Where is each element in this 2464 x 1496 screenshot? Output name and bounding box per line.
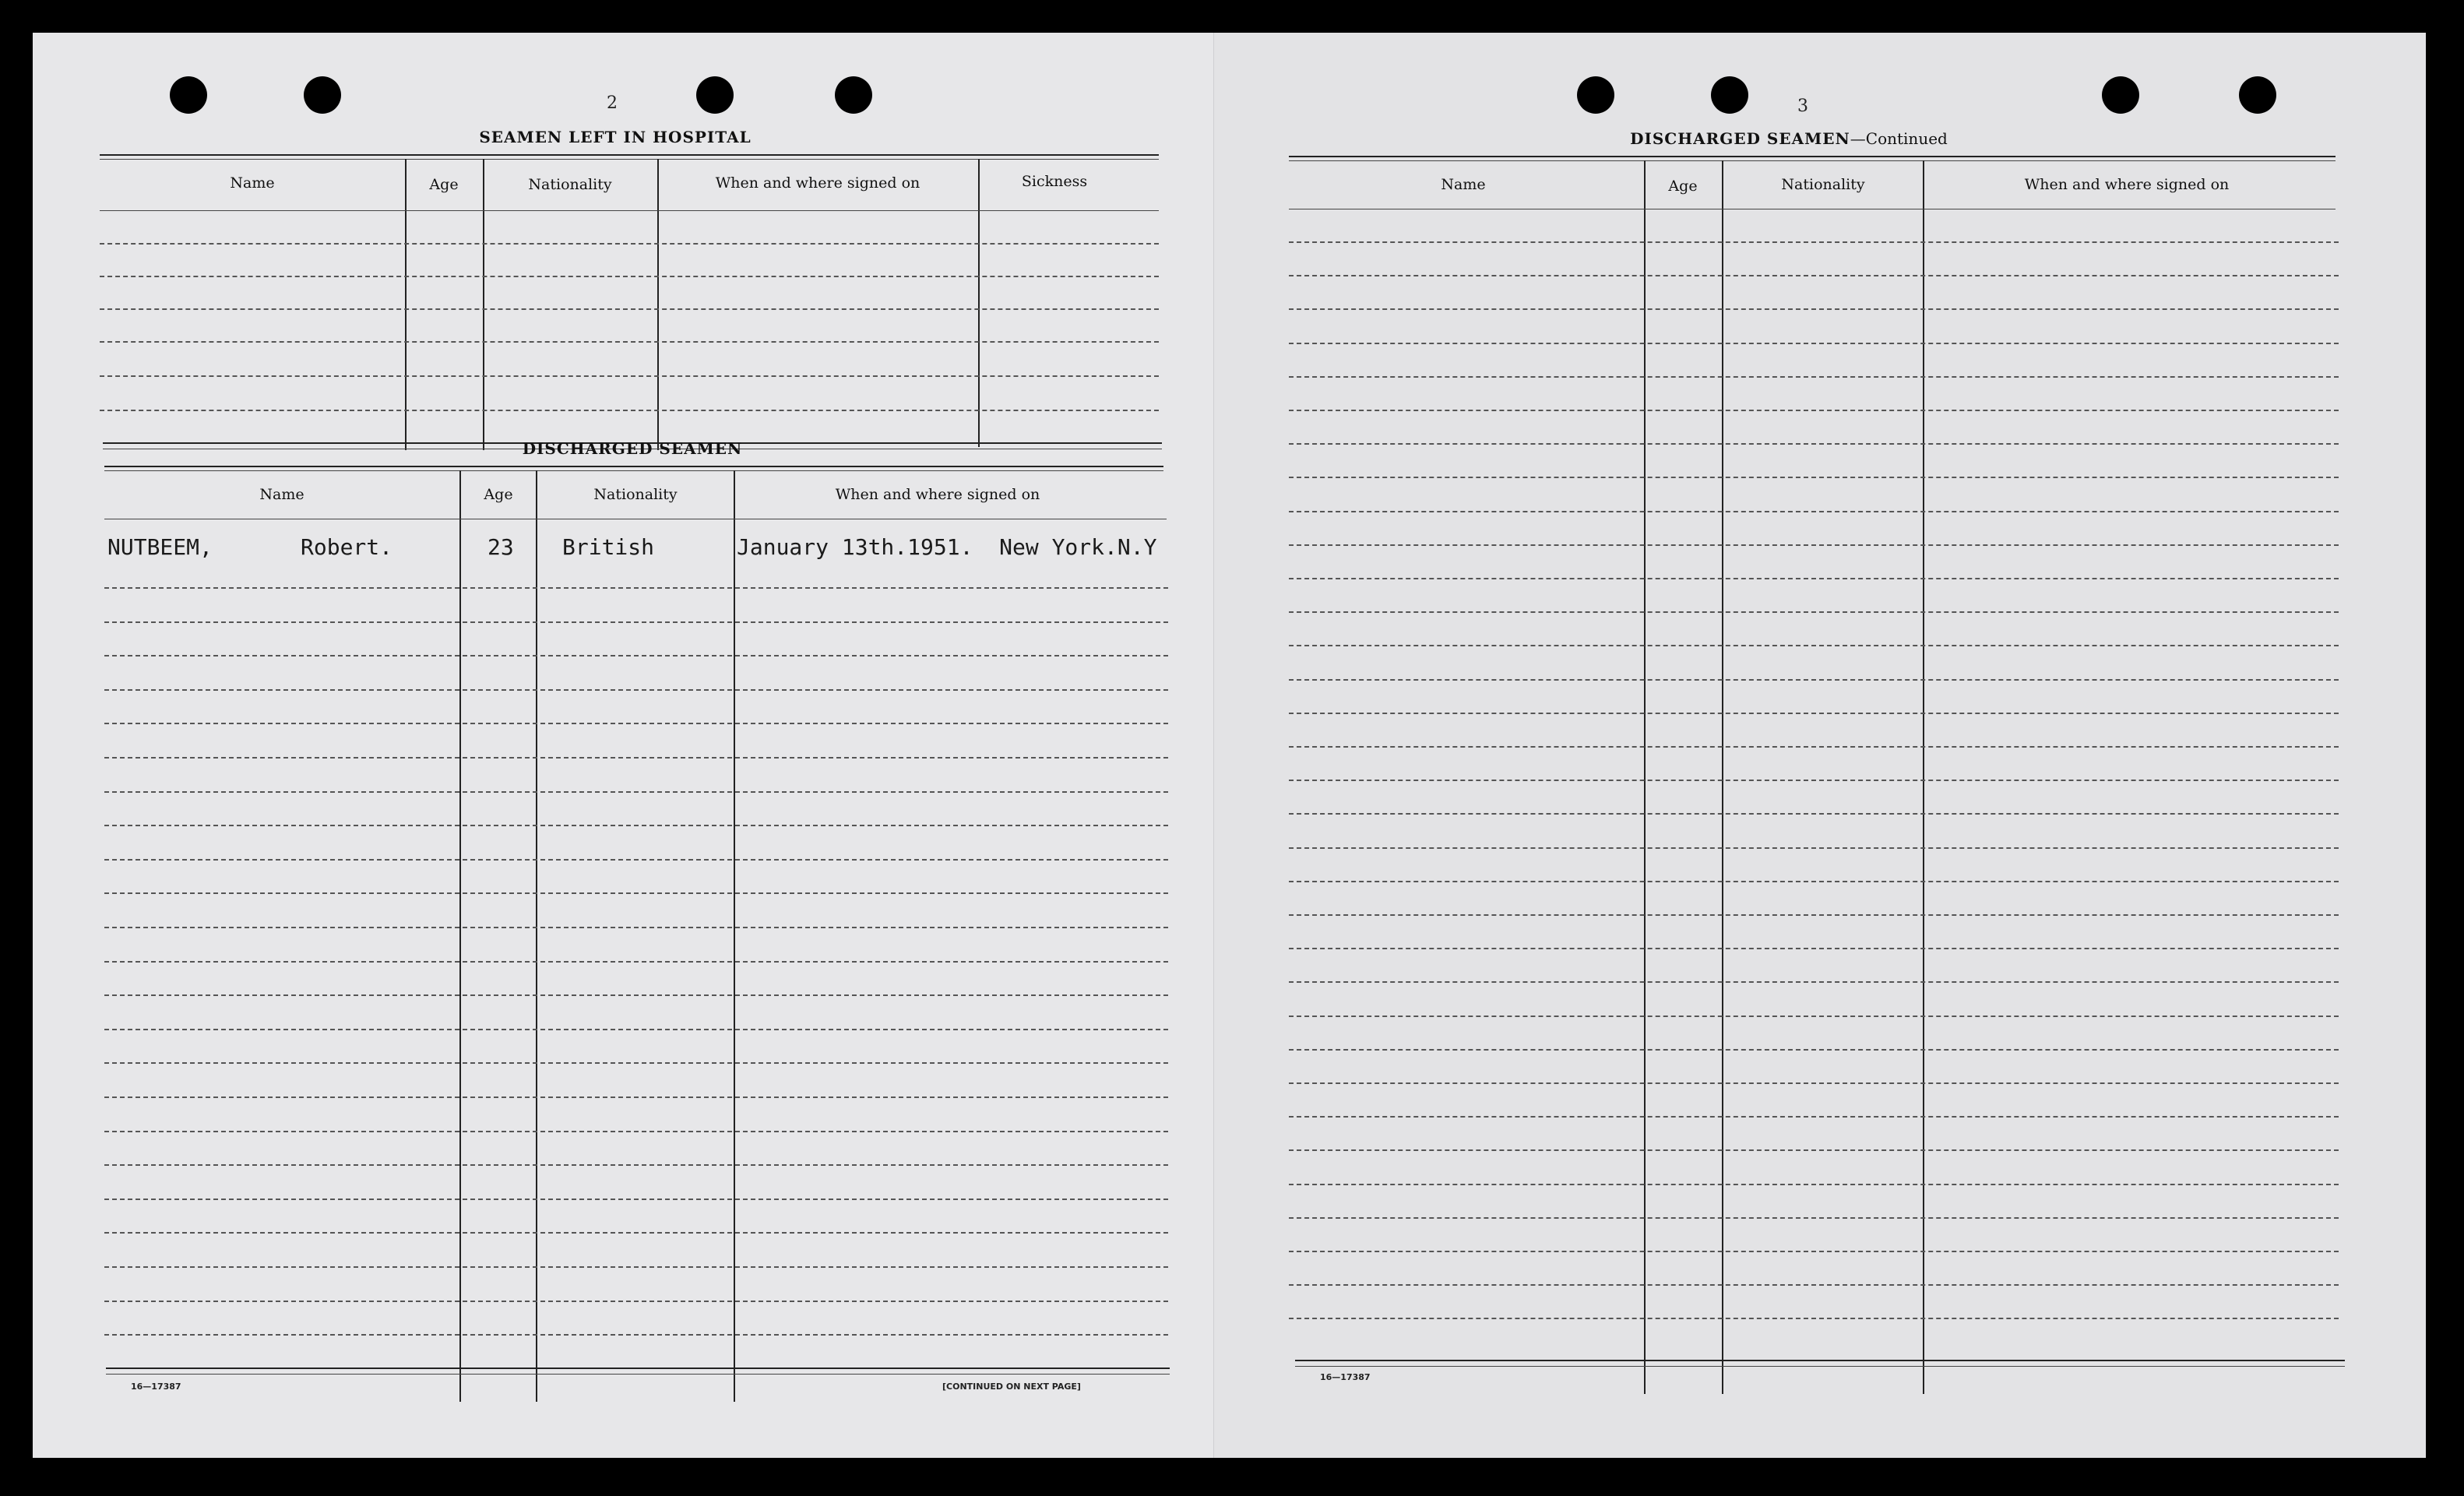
column-header-sickness: Sickness — [1021, 173, 1088, 190]
row-line — [1289, 1116, 2339, 1118]
row-line — [1289, 343, 2339, 344]
row-line — [1289, 1184, 2339, 1185]
table-top-rule — [104, 466, 1163, 467]
column-divider — [405, 159, 407, 450]
row-line — [1289, 713, 2339, 714]
page-number: 2 — [607, 93, 618, 113]
row-line — [1289, 477, 2339, 478]
form-number: 16—17387 — [1320, 1372, 1371, 1382]
column-divider — [483, 159, 484, 450]
row-line — [104, 961, 1168, 963]
row-line — [104, 859, 1168, 861]
row-line — [104, 757, 1168, 759]
row-line — [104, 994, 1168, 996]
punch-hole — [835, 76, 872, 114]
form-number: 16—17387 — [131, 1382, 181, 1392]
column-header-name: Name — [1441, 176, 1486, 193]
punch-hole — [1711, 76, 1748, 114]
row-line — [1289, 410, 2339, 411]
row-line — [104, 1062, 1168, 1064]
punch-hole — [2102, 76, 2139, 114]
title-suffix: —Continued — [1850, 129, 1948, 148]
row-line — [1289, 544, 2339, 546]
punch-hole — [696, 76, 734, 114]
table-bottom-rule — [1295, 1366, 2345, 1367]
punch-hole — [1577, 76, 1614, 114]
column-divider — [657, 159, 659, 450]
row-line — [1289, 981, 2339, 983]
punch-hole — [170, 76, 207, 114]
row-line — [1289, 376, 2339, 378]
row-line — [104, 1232, 1168, 1234]
page-number: 3 — [1797, 97, 1808, 116]
continued-note: [CONTINUED ON NEXT PAGE] — [942, 1382, 1081, 1392]
row-line — [104, 1301, 1168, 1302]
row-line — [104, 1096, 1168, 1098]
column-divider — [459, 470, 461, 1402]
table-bottom-rule — [1295, 1360, 2345, 1361]
row-line — [104, 791, 1168, 793]
column-header-age: Age — [484, 486, 513, 503]
row-line — [100, 243, 1159, 245]
column-header-nationality: Nationality — [593, 486, 678, 503]
column-header-nationality: Nationality — [528, 176, 612, 193]
row-line — [104, 1029, 1168, 1030]
seaman-age: 23 — [488, 534, 514, 560]
left-page — [33, 33, 1213, 1458]
row-line — [100, 308, 1159, 310]
row-line — [1289, 948, 2339, 949]
row-line — [1289, 1318, 2339, 1319]
column-divider — [536, 470, 537, 1402]
row-line — [104, 1334, 1168, 1336]
row-line — [1289, 443, 2339, 445]
table-top-rule — [1289, 160, 2336, 161]
header-rule — [100, 210, 1159, 211]
title-main: DISCHARGED SEAMEN — [1630, 129, 1850, 148]
row-line — [104, 621, 1168, 623]
seaman-given-name: Robert. — [301, 534, 393, 560]
row-line — [1289, 881, 2339, 882]
column-header-age: Age — [429, 176, 459, 193]
row-line — [1289, 511, 2339, 512]
punch-hole — [304, 76, 341, 114]
row-line — [104, 927, 1168, 928]
column-header-signed-on: When and where signed on — [715, 174, 920, 192]
row-line — [104, 723, 1168, 724]
seaman-nationality: British — [562, 534, 655, 560]
row-line — [1289, 1284, 2339, 1286]
right-page — [1213, 33, 2426, 1458]
seaman-surname: NUTBEEM, — [107, 534, 213, 560]
column-divider — [978, 159, 980, 447]
row-line — [100, 410, 1159, 411]
row-line — [1289, 847, 2339, 849]
row-line — [1289, 1149, 2339, 1151]
row-line — [1289, 1082, 2339, 1084]
column-divider — [734, 470, 735, 1402]
row-line — [100, 375, 1159, 377]
row-line — [1289, 611, 2339, 613]
column-header-age: Age — [1668, 178, 1698, 195]
table-top-rule — [100, 159, 1159, 160]
row-line — [1289, 1251, 2339, 1252]
row-line — [104, 587, 1168, 589]
column-divider — [1644, 160, 1646, 1394]
row-line — [104, 825, 1168, 826]
hospital-section-title: SEAMEN LEFT IN HOSPITAL — [479, 128, 752, 146]
row-line — [1289, 914, 2339, 916]
row-line — [1289, 780, 2339, 781]
row-line — [1289, 275, 2339, 276]
table-top-rule — [104, 470, 1163, 471]
column-header-name: Name — [259, 486, 304, 503]
table-top-rule — [100, 154, 1159, 156]
row-line — [1289, 679, 2339, 681]
row-line — [104, 1131, 1168, 1132]
discharged-section-title: DISCHARGED SEAMEN — [522, 439, 743, 458]
discharged-continued-title — [1630, 129, 1948, 148]
table-bottom-rule — [106, 1374, 1170, 1375]
column-header-nationality: Nationality — [1781, 176, 1865, 193]
column-header-signed-on: When and where signed on — [2024, 176, 2230, 193]
row-line — [1289, 813, 2339, 815]
row-line — [104, 1199, 1168, 1200]
column-divider — [1722, 160, 1723, 1394]
row-line — [104, 892, 1168, 894]
row-line — [1289, 1016, 2339, 1017]
punch-hole — [2239, 76, 2276, 114]
row-line — [1289, 308, 2339, 310]
row-line — [100, 276, 1159, 277]
row-line — [1289, 645, 2339, 646]
table-top-rule — [1289, 156, 2336, 157]
row-line — [1289, 241, 2339, 243]
row-line — [104, 1266, 1168, 1268]
column-divider — [1923, 160, 1924, 1394]
row-line — [1289, 746, 2339, 748]
row-line — [104, 1164, 1168, 1166]
column-header-name: Name — [230, 174, 275, 192]
row-line — [1289, 578, 2339, 579]
seaman-signed-on: January 13th.1951. New York.N.Y — [737, 534, 1157, 560]
row-line — [104, 689, 1168, 691]
row-line — [104, 655, 1168, 656]
row-line — [100, 341, 1159, 343]
table-bottom-rule — [106, 1368, 1170, 1369]
row-line — [1289, 1049, 2339, 1051]
column-header-signed-on: When and where signed on — [835, 486, 1040, 503]
row-line — [1289, 1217, 2339, 1219]
